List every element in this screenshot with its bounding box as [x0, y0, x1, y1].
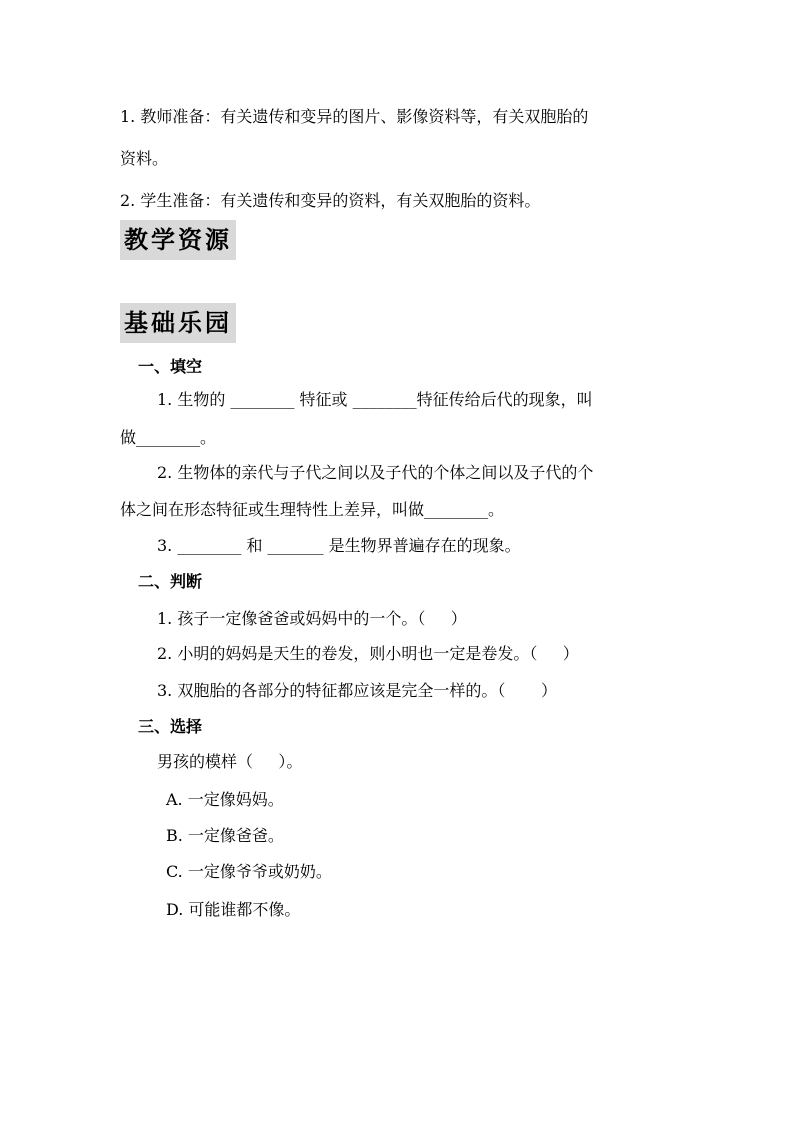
- fill-question-1-b: 做________。: [120, 428, 217, 447]
- prep-line-1-cont: 资料。: [120, 149, 169, 168]
- prep-line-1: 1. 教师准备：有关遗传和变异的图片、影像资料等，有关双胞胎的: [120, 107, 589, 126]
- fill-question-3: 3. ________ 和 _______ 是生物界普遍存在的现象。: [157, 536, 521, 555]
- judge-question-2: 2. 小明的妈妈是天生的卷发，则小明也一定是卷发。（ ）: [157, 644, 579, 663]
- choice-option-d: D. 可能谁都不像。: [166, 900, 301, 919]
- fill-question-2-a: 2. 生物体的亲代与子代之间以及子代的个体之间以及子代的个: [157, 463, 594, 482]
- judge-section-title: 二、判断: [138, 572, 203, 591]
- choice-section-title: 三、选择: [138, 717, 203, 736]
- choice-option-a: A. 一定像妈妈。: [166, 790, 284, 809]
- choice-option-b: B. 一定像爸爸。: [166, 826, 284, 845]
- fill-section-title: 一、填空: [138, 357, 203, 376]
- judge-question-3: 3. 双胞胎的各部分的特征都应该是完全一样的。（ ）: [157, 681, 557, 700]
- fill-question-1-a: 1. 生物的 ________ 特征或 ________特征传给后代的现象，叫: [157, 390, 593, 409]
- heading-teaching-resources: 教学资源: [120, 220, 236, 260]
- heading-basics: 基础乐园: [120, 303, 236, 343]
- prep-line-2: 2. 学生准备：有关遗传和变异的资料，有关双胞胎的资料。: [120, 191, 541, 210]
- choice-option-c: C. 一定像爷爷或奶奶。: [166, 862, 332, 881]
- choice-question: 男孩的模样（ ）。: [157, 752, 303, 771]
- fill-question-2-b: 体之间在形态特征或生理特性上差异，叫做________。: [120, 500, 505, 519]
- judge-question-1: 1. 孩子一定像爸爸或妈妈中的一个。（ ）: [157, 609, 467, 628]
